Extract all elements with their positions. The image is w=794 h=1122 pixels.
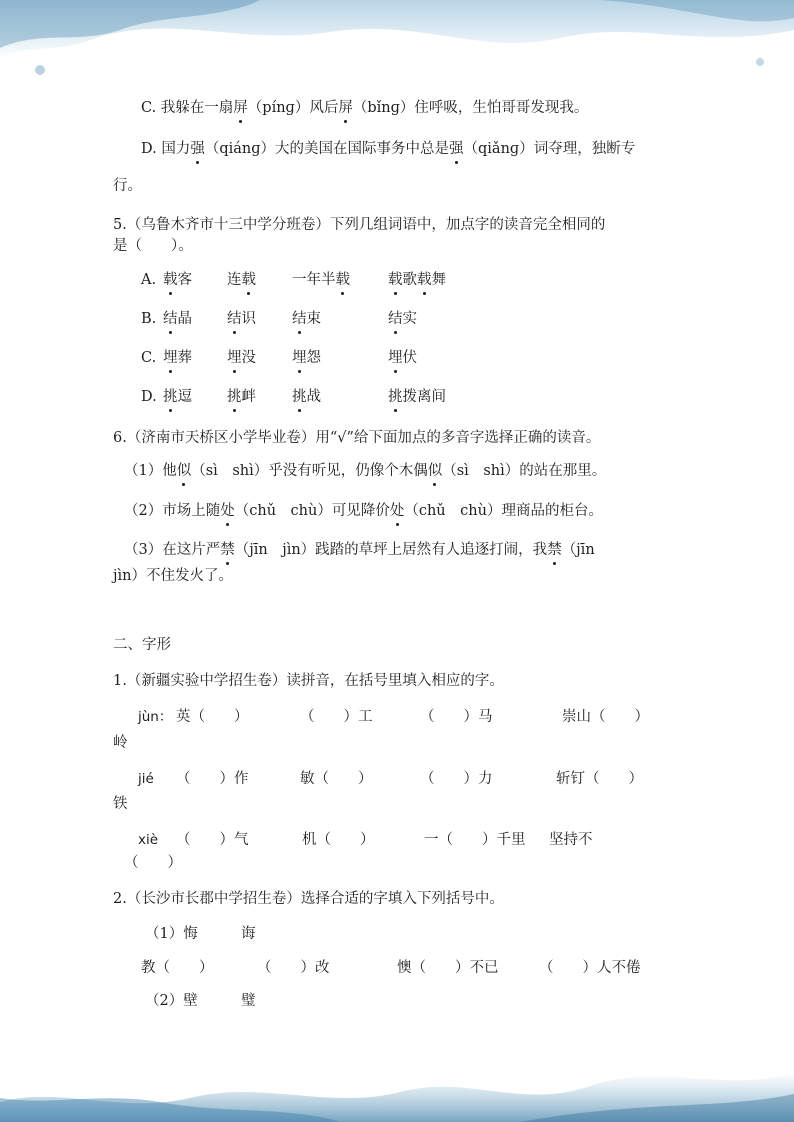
q6-sentence-3: （3）在这片严禁（jīn jìn）践踏的草坪上居然有人追逐打闹，我禁（jīn <box>124 542 595 558</box>
top-watercolor-decoration <box>0 0 794 110</box>
q6-stem: 6.（济南市天桥区小学毕业卷）用“√”给下面加点的多音字选择正确的读音。 <box>113 430 601 446</box>
emphasis-char: 结 <box>292 311 307 327</box>
emphasis-char: 处 <box>220 503 235 519</box>
s2-q1-row-xie-wrap: （ ） <box>124 855 182 871</box>
emphasis-char: 载 <box>417 272 432 288</box>
emphasis-char: 挑 <box>227 389 242 405</box>
emphasis-char: 埋 <box>163 350 178 366</box>
q6-sentence-1: （1）他似（sì shì）乎没有听见，仍像个木偶似（sì shì）的站在那里。 <box>124 463 607 479</box>
s2-q1-row-jie-wrap: 铁 <box>113 796 128 812</box>
s2-q1-row-xie: xiè （ ）气 机（ ） 一（ ）千里 坚持不 <box>138 832 593 848</box>
emphasis-char: 结 <box>227 311 242 327</box>
section-title: 二、字形 <box>113 637 171 653</box>
s2-q2-group1-items: 教（ ） （ ）改 懊（ ）不已 （ ）人不倦 <box>141 960 641 976</box>
emphasis-char: 处 <box>389 503 405 519</box>
s2-q1-row-jun: jùn： 英（ ） （ ）工 （ ）马 崇山（ ） <box>138 709 649 725</box>
q4-option-c: C. 我躲在一扇屏（pínɡ）风后屏（bǐnɡ）住呼吸，生怕哥哥发现我。 <box>141 100 589 116</box>
q6-sentence-2: （2）市场上随处（chǔ chù）可见降价处（chǔ chù）理商品的柜台。 <box>124 503 603 519</box>
q5-option-b: B. 结晶 结识 结束 结实 <box>141 311 417 327</box>
emphasis-char: 结 <box>388 311 403 327</box>
s2-q2-stem: 2.（长沙市长郡中学招生卷）选择合适的字填入下列括号中。 <box>113 891 504 907</box>
q5-stem-line1: 5.（乌鲁木齐市十三中学分班卷）下列几组词语中，加点字的读音完全相同的 <box>113 217 606 233</box>
emphasis-char: 似 <box>176 463 192 479</box>
emphasis-char: 禁 <box>547 542 562 558</box>
q6-sentence-3-continued: jìn）不住发火了。 <box>113 568 233 584</box>
emphasis-char: 挑 <box>292 389 307 405</box>
q5-stem-line2: 是（ ）。 <box>113 238 193 254</box>
emphasis-char: 屏 <box>338 100 353 116</box>
emphasis-char: 载 <box>388 272 403 288</box>
q5-option-a: A. 载客 连载 一年半载 载歌载舞 <box>141 272 446 288</box>
emphasis-char: 埋 <box>292 350 307 366</box>
emphasis-char: 挑 <box>388 389 403 405</box>
emphasis-char: 结 <box>163 311 178 327</box>
emphasis-char: 载 <box>241 272 256 288</box>
emphasis-char: 屏 <box>233 100 248 116</box>
q5-option-c: C. 埋葬 埋没 埋怨 埋伏 <box>141 350 417 366</box>
emphasis-char: 强 <box>190 141 205 157</box>
emphasis-char: 载 <box>163 272 178 288</box>
emphasis-char: 埋 <box>227 350 242 366</box>
q4-option-d: D. 国力强（qiánɡ）大的美国在国际事务中总是强（qiǎnɡ）词夺理，独断专 <box>141 141 636 157</box>
emphasis-char: 似 <box>427 463 443 479</box>
q4-option-d-continued: 行。 <box>113 178 142 194</box>
s2-q2-group1-header: （1）悔 诲 <box>145 926 256 942</box>
emphasis-char: 埋 <box>388 350 403 366</box>
bottom-watercolor-decoration <box>0 1002 794 1122</box>
s2-q1-row-jie: jié （ ）作 敏（ ） （ ）力 斩钉（ ） <box>138 771 643 787</box>
s2-q2-group2-header: （2）壁 璧 <box>145 993 256 1009</box>
q5-option-d: D. 挑逗 挑衅 挑战 挑拨离间 <box>141 389 446 405</box>
emphasis-char: 挑 <box>163 389 178 405</box>
s2-q1-row-jun-wrap: 岭 <box>113 735 128 751</box>
emphasis-char: 禁 <box>220 542 235 558</box>
emphasis-char: 载 <box>335 272 350 288</box>
emphasis-char: 强 <box>449 141 464 157</box>
s2-q1-stem: 1.（新疆实验中学招生卷）读拼音，在括号里填入相应的字。 <box>113 673 504 689</box>
